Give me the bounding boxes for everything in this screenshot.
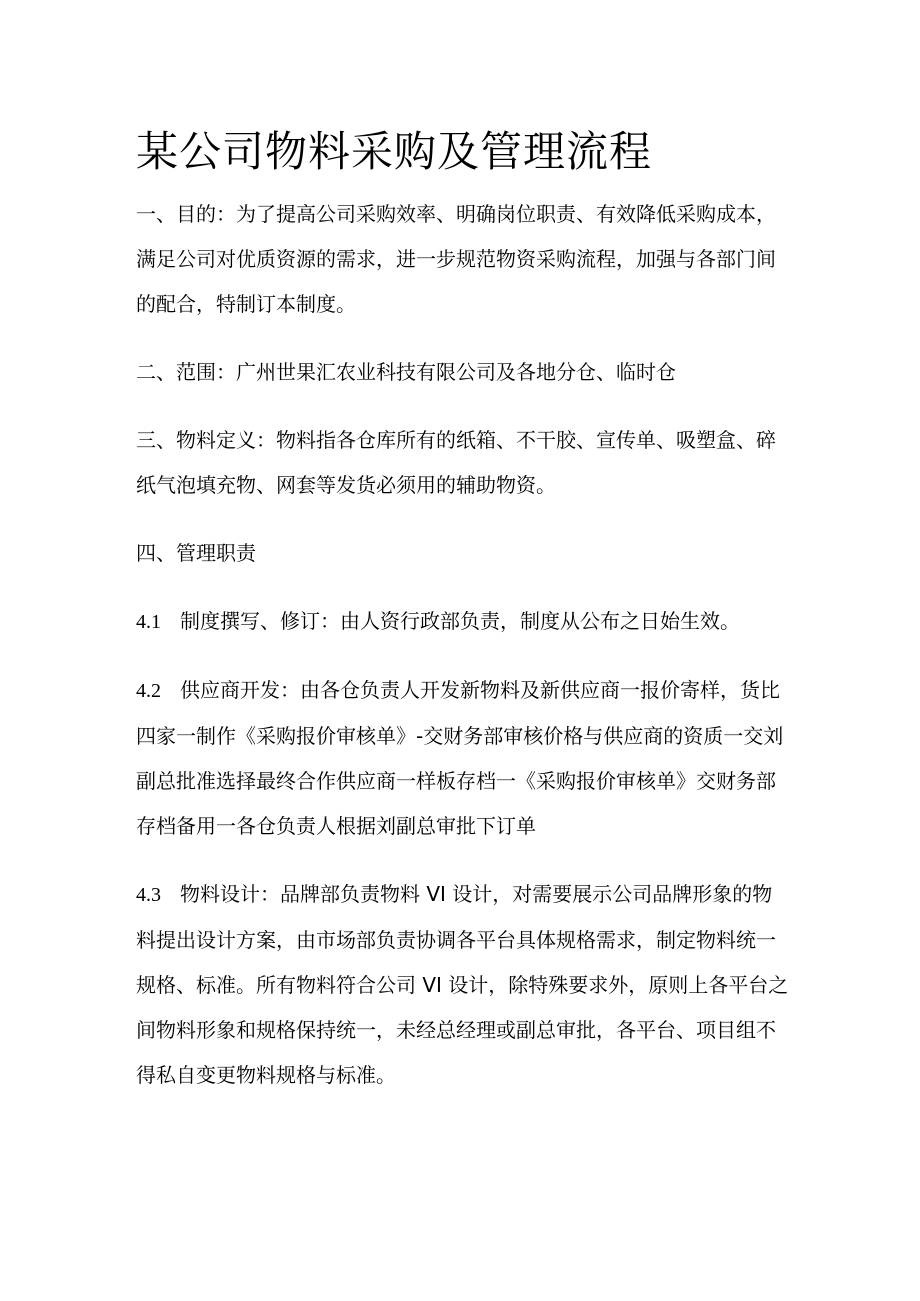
section-purpose <box>136 192 788 327</box>
section-number: 4.1 <box>136 611 161 633</box>
text-line: 满足公司对优质资源的需求，进一步规范物资采购流程，加强与各部门间 <box>136 247 776 271</box>
text-line: 间物料形象和规格保持统一，未经总经理或副总审批，各平台、项目组不 <box>136 1018 776 1042</box>
document-page <box>136 122 788 1121</box>
section-4-1 <box>136 599 788 645</box>
text-line-content: 物料设计：品牌部负责物料 VI 设计，对需要展示公司品牌形象的物 <box>180 882 773 906</box>
text-line-content: 制度撰写、修订：由人资行政部负责，制度从公布之日始生效。 <box>180 609 740 633</box>
text-line: 四、管理职责 <box>136 541 256 565</box>
text-line: 纸气泡填充物、网套等发货必须用的辅助物资。 <box>136 473 556 497</box>
text-line: 一、目的：为了提高公司采购效率、明确岗位职责、有效降低采购成本， <box>136 202 776 226</box>
text-line: 四家一制作《采购报价审核单》-交财务部审核价格与供应商的资质一交刘 <box>136 724 784 748</box>
text-line: 存档备用一各仓负责人根据刘副总审批下订单 <box>136 814 536 838</box>
text-line: 的配合，特制订本制度。 <box>136 292 356 316</box>
text-line: 规格、标准。所有物料符合公司 VI 设计，除特殊要求外，原则上各平台之 <box>136 973 789 997</box>
section-responsibilities-heading <box>136 531 788 576</box>
section-4-2 <box>136 668 788 849</box>
text-line: 料提出设计方案，由市场部负责协调各平台具体规格需求，制定物料统一 <box>136 928 776 952</box>
document-title: 某公司物料采购及管理流程 <box>136 127 653 176</box>
text-line: 副总批准选择最终合作供应商一样板存档一《采购报价审核单》交财务部 <box>136 769 776 793</box>
section-material-definition <box>136 418 788 508</box>
text-line <box>136 599 788 645</box>
text-line <box>136 872 788 918</box>
section-4-3 <box>136 872 788 1098</box>
section-scope <box>136 350 788 395</box>
section-number: 4.3 <box>136 884 161 906</box>
text-line-content: 供应商开发：由各仓负责人开发新物料及新供应商一报价寄样，货比 <box>180 678 780 702</box>
section-number: 4.2 <box>136 680 161 702</box>
text-line: 二、范围：广州世果汇农业科技有限公司及各地分仓、临时仓 <box>136 360 676 384</box>
text-line: 得私自变更物料规格与标准。 <box>136 1063 396 1087</box>
text-line <box>136 668 788 714</box>
text-line: 三、物料定义：物料指各仓库所有的纸箱、不干胶、宣传单、吸塑盒、碎 <box>136 428 776 452</box>
